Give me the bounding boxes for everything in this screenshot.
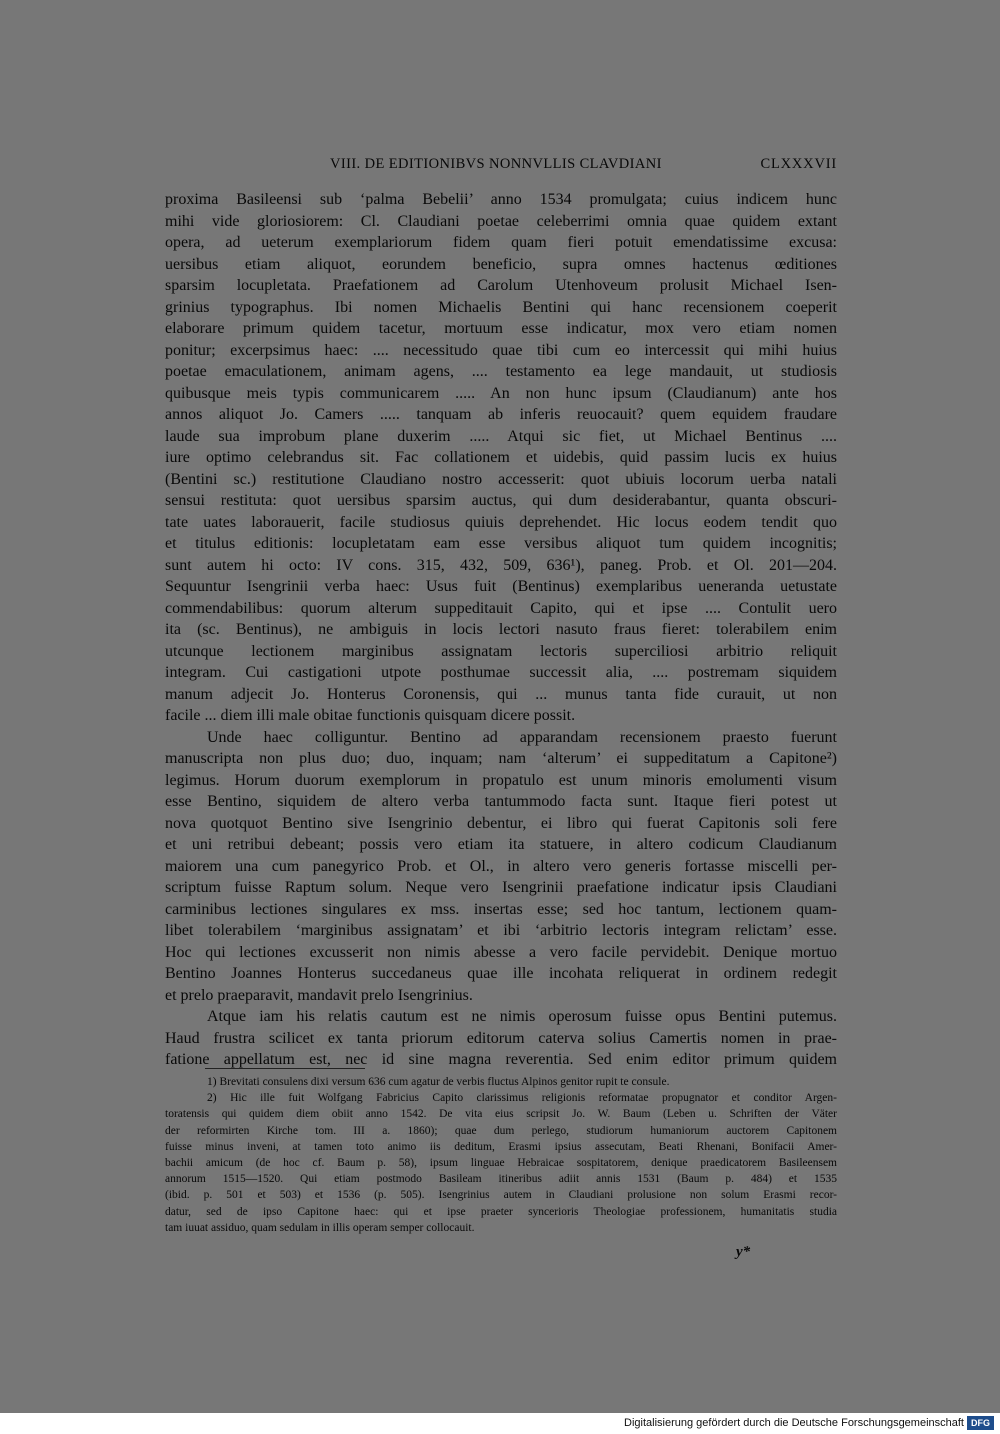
- text-line: elaborare primum quidem tacetur, mortuum esse indicatur, mox vero etiam nomen: [165, 320, 837, 337]
- text-line: sparsim locupletata. Praefationem ad Carolum Utenhoveum prolusit Michael Isen-: [165, 277, 837, 294]
- text-line: (Bentini sc.) restitutione Claudiano nostro accesserit: quot ubiuis locorum uerba natali: [165, 470, 837, 488]
- text-line: ponitur; excerpsimus haec: .... necessitudo quae tibi cum eo intercessit qui mihi huius: [165, 341, 837, 359]
- text-line: fatione appellatum est, nec id sine magna reverentia. Sed enim editor primum quidem: [165, 1051, 837, 1068]
- text-line: Sequuntur Isengrinii verba haec: Usus fuit (Bentinus) exemplaribus ueneranda uetustate: [165, 578, 837, 595]
- text-line: mihi vide gloriosiorem: Cl. Claudiani poetae celeberrimi omnia quae quidem extant: [165, 212, 837, 230]
- running-title: VIII. DE EDITIONIBVS NONNVLLIS CLAVDIANI: [330, 156, 662, 172]
- footnote-line: annorum 1515—1520. Qui etiam postmodo Basileam itineribus adiit annis 1531 (Baum p. 484) et 1535: [165, 1173, 837, 1186]
- text-line: Atque iam his relatis cautum est ne nimis operosum fuisse opus Bentini putemus.: [207, 1008, 837, 1025]
- text-line: manuscripta non plus duo; duo, inquam; nam ‘alterum’ ei suppeditatum a Capitone²): [165, 750, 837, 767]
- footnote-line: 1) Brevitati consulens dixi versum 636 cum agatur de verbis fluctus Alpinos genitor rupit te consule.: [207, 1076, 670, 1088]
- footnote-line: 2) Hic ille fuit Wolfgang Fabricius Capito clarissimus religionis reformatae propugnator et conditor Argen-: [207, 1092, 837, 1105]
- text-line: utcunque lectionem marginibus assignatam lectoris superciliosi arbitrio reliquit: [165, 642, 837, 660]
- text-line: nova quotquot Bentino sive Isengrinio debentur, ei libro qui fuerat Capitonis soli fere: [165, 814, 837, 832]
- footnote-line: fuisse minus inveni, at tamen toto animo iis deditum, Erasmi ipsius assecutam, Beati Rhenani, Bonifacii Amer-: [165, 1140, 837, 1153]
- text-line: et uni retribui debeant; possis vero etiam ita statuere, in altero codicum Claudianum: [165, 836, 837, 853]
- footnote-line: bachii amicum (de hoc cf. Baum p. 58), ipsum linguae Hebraicae sospitatorem, denique praedicatorem Basileensem: [165, 1156, 837, 1169]
- text-line: libet tolerabilem ‘marginibus assignatam’ et ibi ‘arbitrio lectoris integram relictam’ esse.: [165, 922, 837, 939]
- text-line: proxima Basileensi sub ‘palma Bebelii’ anno 1534 promulgata; cuius indicem hunc: [165, 191, 837, 208]
- body-text: [165, 189, 837, 1071]
- text-line: opera, ad ueterum exemplariorum fidem quam fieri potuit emendatissime excusa:: [165, 234, 837, 251]
- text-line: poetae emaculationem, animam agens, .... testamento ea lege mandauit, ut studiosis: [165, 363, 837, 380]
- text-line: iure optimo celebrandus sit. Fac collationem et uidebis, quid passim lucis ex huius: [165, 449, 837, 466]
- text-line: commendabilibus: quorum alterum suppeditauit Capito, qui et ipse .... Contulit uero: [165, 599, 837, 617]
- text-line: scriptum fuisse Raptum solum. Neque vero Isengrinii praefatione indicatur ipsis Claudiani: [165, 879, 837, 896]
- footnote-line: der reformirten Kirche tom. III a. 1860); quae dum perlego, studiorum humaniorum auctorem Capitonem: [165, 1124, 837, 1137]
- text-line: Hoc qui lectiones excusserit non nimis abesse a vero facile pervidebit. Denique mortuo: [165, 943, 837, 961]
- footnote-line: tam iuuat assiduo, quam sedulam in illis operam semper collocauit.: [165, 1221, 475, 1234]
- text-line: Unde haec colliguntur. Bentino ad apparandam recensionem praesto fuerunt: [207, 728, 837, 746]
- page-number: CLXXXVII: [760, 156, 837, 172]
- footnotes: [165, 1074, 837, 1236]
- text-line: manum adjecit Jo. Honterus Coronensis, qui ... munus tanta fide curauit, ut non: [165, 685, 837, 703]
- text-line: sensui restituta: quot uersibus sparsim auctus, qui dum desiderabantur, quanta obscuri-: [165, 492, 837, 509]
- funding-credit: Digitalisierung gefördert durch die Deutsche Forschungsgemeinschaft: [624, 1417, 964, 1429]
- text-line: sunt autem hi octo: IV cons. 315, 432, 509, 636¹), paneg. Prob. et Ol. 201—204.: [165, 556, 837, 574]
- text-line: esse Bentino, siquidem de altero verba tantummodo facta sunt. Itaque fieri potest ut: [165, 793, 837, 810]
- text-line: integram. Cui castigationi utpote posthumae successit alia, .... postremam siquidem: [165, 664, 837, 681]
- text-line: quibusque meis typis communicarem ..... An non hunc ipsum (Claudianum) ante hos: [165, 384, 837, 402]
- text-line: laude sua improbum plane duxerim ..... Atqui sic fiet, ut Michael Bentinus ....: [165, 427, 837, 445]
- footnote-line: datur, sed de ipso Capitone haec: qui et ipse praeter syncerioris Theologiae professionem, humanitatis studia: [165, 1205, 837, 1218]
- digitization-footer: [0, 1413, 1000, 1434]
- text-line: Bentino Joannes Honterus succedaneus quae ille incohata reliquerat in ordinem redegit: [165, 965, 837, 982]
- text-line: et titulus editionis: locupletatam eam esse versibus aliquot tum quidem incognitis;: [165, 535, 837, 552]
- text-line: carminibus lectiones singulares ex mss. insertas esse; sed hoc tantum, lectionem quam-: [165, 900, 837, 918]
- text-line: legimus. Horum duorum exemplorum in propatulo est unum minoris emolumenti visum: [165, 771, 837, 789]
- text-line: annos aliquot Jo. Camers ..... tanquam ab inferis reuocauit? quem equidem fraudare: [165, 406, 837, 423]
- text-line: Haud frustra scilicet ex tanta priorum editorum caterva solius Camertis nomen in prae-: [165, 1029, 837, 1047]
- text-line: grinius typographus. Ibi nomen Michaelis Bentini qui hanc recensionem coeperit: [165, 298, 837, 316]
- text-line: uersibus etiam aliquot, eorundem beneficio, supra omnes hactenus œditiones: [165, 255, 837, 273]
- footnote-line: (ibid. p. 501 et 503) et 1536 (p. 505). Isengrinius autem in Claudiani prolusione non solum Erasmi recor-: [165, 1189, 837, 1202]
- text-line: et prelo praeparavit, mandavit prelo Isengrinius.: [165, 986, 473, 1004]
- text-line: tate uates laborauerit, facile studiosus quiuis deprehendet. Hic locus eodem tendit quo: [165, 513, 837, 531]
- footnote-line: toratensis qui quidem diem obiit anno 1542. De vita eius scripsit Jo. W. Baum (Leben u. Schriften der Väter: [165, 1108, 837, 1121]
- text-line: facile ... diem illi male obitae functionis quisquam dicere possit.: [165, 707, 576, 724]
- text-line: maiorem una cum panegyrico Prob. et Ol., in altero vero generis fortasse miscelli per-: [165, 857, 837, 875]
- signature-mark: y*: [736, 1244, 751, 1260]
- dfg-logo: DFG: [967, 1416, 994, 1430]
- text-line: ita (sc. Bentinus), ne ambiguis in locis lectori nasuto fraus fieret: tolerabilem enim: [165, 621, 837, 638]
- page-header: [165, 156, 837, 176]
- footnote-rule: [205, 1068, 365, 1069]
